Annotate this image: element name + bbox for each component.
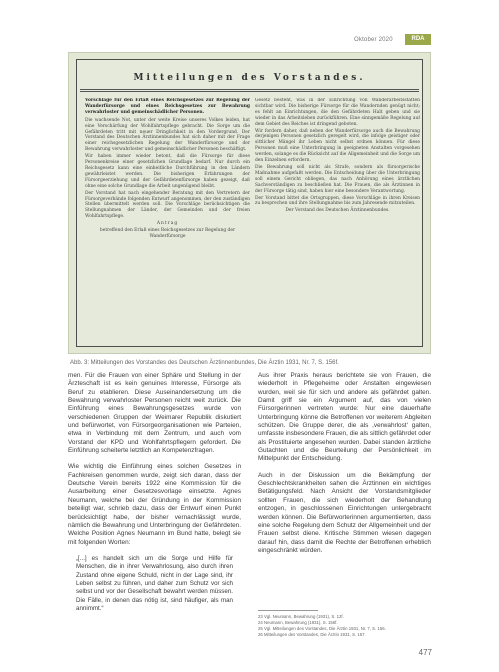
page-number: 477 [418, 648, 432, 657]
journal-badge: RDA [405, 34, 431, 45]
scan-title: Mitteilungen des Vorstandes. [133, 73, 366, 83]
scan-right-paragraph: Die Bewahrung soll nicht als Strafe, sondern als fürsorgerische Maßnahme aufgefaßt werden. Die Entscheidung über die Unterbringung soll einem Gericht obliegen, das nach Anhörung eines ärztlichen Sachverständigen zu beschließen hat. Die Frauen, die als Ärztinnen in der Fürsorge tätig sind, haben hier eine besondere Verantwortung. [255, 164, 420, 194]
footnote: 24 Neumann, Bewahrung (1931), S. 156f. [258, 620, 338, 625]
scan-right-paragraph: Gesetz besteht, was in der Einrichtung von Wanderarbeitsstätten sichtbar wird. Die bisherige Fürsorge für die Wandernden genügt nicht; es fehlt an Einrichtungen, die den Gefährdeten Halt geben und sie wieder in das Arbeitsleben zurückführen. Eine sinngemäße Regelung auf dem Gebiet des Reiches ist dringend geboten. [255, 98, 420, 127]
footnote: 26 Mitteilungen des Vorstandes, Die Ärztin 1931, S. 157. [258, 632, 366, 637]
scan-frame [76, 59, 423, 347]
scan-rule [80, 89, 419, 90]
body-paragraph: Wie wichtig die Einführung eines solchen Gesetzes in Fachkreisen genommen wurde, zeigt sich daran, dass der Deutsche Verein bereits 1922 eine Kommission für die Ausarbeitung einer Gesetzesvorlage einsetzte. Agnes Neumann, welche bei der Gründung in der Kommission beteiligt war, schrieb dazu, dass der Entwurf einen Punkt berücksichtigt habe, der bisher vernachlässigt wurde, nämlich die Bewahrung und Unterbringung der Gefährdeten. Welche Position Agnes Neumann im Bund hatte, belegt sie mit folgenden Worten: [68, 463, 241, 546]
scan-column-right [255, 98, 420, 346]
footnote: 25 Vgl. Mitteilungen des Vorstandes, Die Ärztin 1931, Nr. 7, S. 156. [258, 626, 386, 631]
body-paragraph: men. Für die Frauen von einer Sphäre und Stellung in der Ärzteschaft ist es kein genuines Interesse, Fürsorge als Beruf zu etablieren. Diese Auseinandersetzung um die Bewahrung verwahrloster Personen reicht weit zurück. Die Einführung eines Bewahrungsgesetzes wurde von verschiedenen Gruppen der Weimarer Republik diskutiert und befürwortet, von Fürsorgeorganisationen wie Parteien, etwa in Verbindung mit dem Zentrum, und auch vom Vorstand der KPD und Wohlfahrtspflegern gefordert. Die Einführung scheiterte letztlich an Kompetenzfragen. [68, 372, 241, 455]
block-quote: „[...] es handelt sich um die Sorge und Hilfe für Menschen, die in ihrer Verwahrlosung, also durch ihren Zustand ohne eigene Schuld, nicht in der Lage sind, ihr Leben selbst zu führen, und daher zum Schutz vor sich selbst und vor der Gesellschaft bewahrt werden müssen. Die Fälle, in denen das nötig ist, sind häufiger, als man annimmt.“ [76, 554, 233, 612]
scan-left-closing-detail: betreffend den Erlaß eines Reichsgesetzes zur Regelung der Wanderfürsorge [99, 228, 236, 239]
body-paragraph: Aus ihrer Praxis heraus berichtete sie von Frauen, die wiederholt in Pflegeheime oder Anstalten eingewiesen wurden, weil sie für sich und andere als gefährdet galten. Damit griff sie ein Argument auf, das von vielen Fürsorgerinnen vertreten wurde: Nur eine dauerhafte Unterbringung könne die Betroffenen vor weiterem Abgleiten schützen. Die Gruppe derer, die als ,verwahrlost‘ galten, umfasste insbesondere Frauen, die als sittlich gefährdet oder als Prostituierte angesehen wurden. Dabei standen ärztliche Gutachten und die Beurteilung der Persönlichkeit im Mittelpunkt der Entscheidung. [258, 372, 431, 463]
scan-left-heading: Vorschläge für den Erlaß eines Reichsgesetzes zur Regelung der Wanderfürsorge und eines Reichsgesetzes zur Bewahrung verwahrloster und gemeinschädlicher Personen. [85, 98, 250, 115]
scanned-document-image [68, 52, 431, 354]
footnote-divider [258, 610, 318, 611]
scan-left-closing: Antrag [156, 221, 179, 227]
issue-date: Oktober 2020 [354, 37, 393, 43]
scan-right-paragraph: Wir fordern daher, daß neben der Wanderfürsorge auch die Bewahrung derjenigen Personen gesetzlich geregelt wird, die infolge geistiger oder sittlicher Mängel ihr Leben nicht selbst ordnen können. Für diese Personen muß eine Unterbringung in geeigneten Anstalten vorgesehen werden, solange es die Rücksicht auf die Allgemeinheit und die Sorge um den Einzelnen erfordern. [255, 128, 420, 164]
body-paragraph: Auch in der Diskussion um die Bekämpfung der Geschlechtskrankheiten sahen die Ärztinnen ein wichtiges Betätigungsfeld. Nach Ansicht der Vorstandsmitglieder sollten Frauen, die sich wiederholt der Behandlung entzogen, in geschlossenen Einrichtungen untergebracht werden können. Die Befürworterinnen argumentierten, dass eine solche Regelung dem Schutz der Allgemeinheit und der Frauen selbst diene. Kritische Stimmen wiesen dagegen darauf hin, dass damit die Rechte der Betroffenen erheblich eingeschränkt würden. [258, 471, 431, 554]
scan-right-paragraph: Der Vorstand bittet die Ortsgruppen, diese Vorschläge in ihren Kreisen zu besprechen und ihre Stellungnahme bis zum Jahresende mitzuteilen. [255, 195, 420, 207]
scan-right-signature: Der Vorstand des Deutschen Ärztinnenbundes. [285, 208, 390, 214]
scan-left-paragraph: Wir haben immer wieder betont, daß die Fürsorge für diese Personenkreise einer gesetzlichen Grundlage bedarf. Nur durch ein Reichsgesetz kann eine einheitliche Durchführung in den Ländern gewährleistet werden. Die bisherigen Erfahrungen der Fürsorgeerziehung und der Gefährdetenfürsorge haben gezeigt, daß ohne eine solche Grundlage die Arbeit ungenügend bleibt. [85, 154, 250, 189]
footnotes [258, 608, 431, 638]
scan-column-left [85, 98, 250, 346]
body-column-right [258, 372, 431, 563]
figure-caption: Abb. 3: Mitteilungen des Vorstandes des Deutschen Ärztinnenbundes, Die Ärztin 1931, Nr. 7, S. 156f. [70, 360, 339, 366]
footnote: 23 Vgl. Neumann, Bewahrung (1931), S. 12f. [258, 614, 344, 619]
scan-left-paragraph: Die wachsende Not, unter der weite Kreise unseres Volkes leiden, hat eine Verschärfung der Wohlfahrtspflege gebracht. Die Sorge um die Gefährdeten tritt mit neuer Dringlichkeit in den Vordergrund. Der Vorstand des Deutschen Ärztinnenbundes hat sich daher mit der Frage einer reichsgesetzlichen Regelung der Wanderfürsorge und der Bewahrung verwahrloster und gemeinschädlicher Personen beschäftigt. [85, 117, 250, 153]
scan-left-paragraph: Der Vorstand hat nach eingehender Beratung mit den Vertretern der Fürsorgeverbände folgenden Entwurf angenommen, der den zuständigen Stellen übermittelt werden soll. Die Vorschläge berücksichtigen die Stellungnahmen der Länder, der Gemeinden und der freien Wohlfahrtspflege. [85, 190, 250, 220]
body-column-left [68, 372, 241, 621]
scan-rule-double [80, 91, 419, 92]
